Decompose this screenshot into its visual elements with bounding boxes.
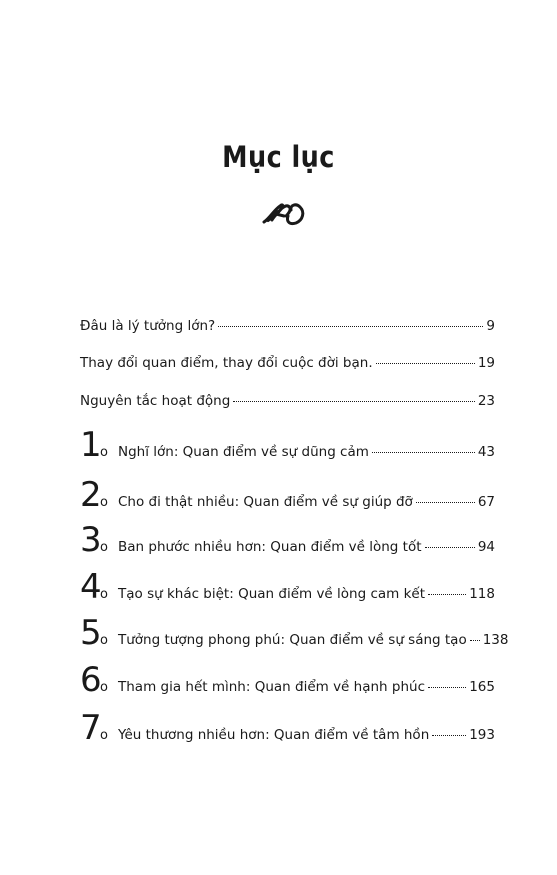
page-number: 23	[477, 393, 495, 409]
toc-entry-title: Đâu là lý tưởng lớn?	[80, 318, 216, 334]
dot-leader	[218, 326, 483, 327]
page-number: 19	[477, 355, 495, 371]
dot-leader	[233, 401, 475, 402]
toc-entry	[80, 520, 495, 560]
toc-entry	[80, 708, 495, 748]
toc-entry-title: Cho đi thật nhiều: Quan điểm về sự giúp đỡ	[118, 494, 413, 510]
page-number: 67	[477, 494, 495, 510]
dot-leader	[372, 452, 475, 453]
chapter-number: 3 o	[80, 523, 118, 557]
page-title: Mục lục	[222, 140, 335, 174]
page-number: 9	[486, 318, 495, 334]
toc-entry-title: Tạo sự khác biệt: Quan điểm về lòng cam kết	[118, 586, 426, 602]
chapter-number: 2 o	[80, 478, 118, 512]
dot-leader	[376, 363, 475, 364]
toc-entry	[80, 613, 509, 653]
toc-entry	[80, 660, 495, 700]
toc-entry	[80, 355, 495, 371]
toc-entry-title: Yêu thương nhiều hơn: Quan điểm về tâm hồn	[118, 727, 430, 743]
chapter-number: 1 o	[80, 428, 118, 462]
dot-leader	[416, 502, 475, 503]
chapter-number: 7 o	[80, 711, 118, 745]
toc-entry-title: Ban phước nhiều hơn: Quan điểm về lòng tốt	[118, 539, 422, 555]
dot-leader	[428, 594, 466, 595]
page-number: 43	[477, 444, 495, 460]
toc-entry-title: Nghĩ lớn: Quan điểm về sự dũng cảm	[118, 444, 369, 460]
dot-leader	[432, 735, 466, 736]
dot-leader	[425, 547, 475, 548]
dot-leader	[470, 640, 480, 641]
toc-entry	[80, 425, 495, 465]
toc-entry-title: Tham gia hết mình: Quan điểm về hạnh phúc	[118, 679, 425, 695]
calligraphic-flourish-icon	[260, 196, 310, 228]
toc-entry-title: Thay đổi quan điểm, thay đổi cuộc đời bạn.	[80, 355, 373, 371]
dot-leader	[428, 687, 466, 688]
toc-entry	[80, 475, 495, 515]
toc-entry-title: Nguyên tắc hoạt động	[80, 393, 231, 409]
page-number: 94	[477, 539, 495, 555]
page-number: 118	[469, 586, 495, 602]
page-number: 138	[482, 632, 509, 648]
page-number: 165	[469, 679, 495, 695]
chapter-number: 4 o	[80, 570, 118, 604]
toc-entry	[80, 393, 495, 409]
page-number: 193	[469, 727, 495, 743]
toc-entry-title: Tưởng tượng phong phú: Quan điểm về sự sáng tạo	[118, 632, 467, 648]
chapter-number: 5 o	[80, 616, 118, 650]
chapter-number: 6 o	[80, 663, 118, 697]
toc-entry	[80, 567, 495, 607]
toc-entry	[80, 318, 495, 334]
